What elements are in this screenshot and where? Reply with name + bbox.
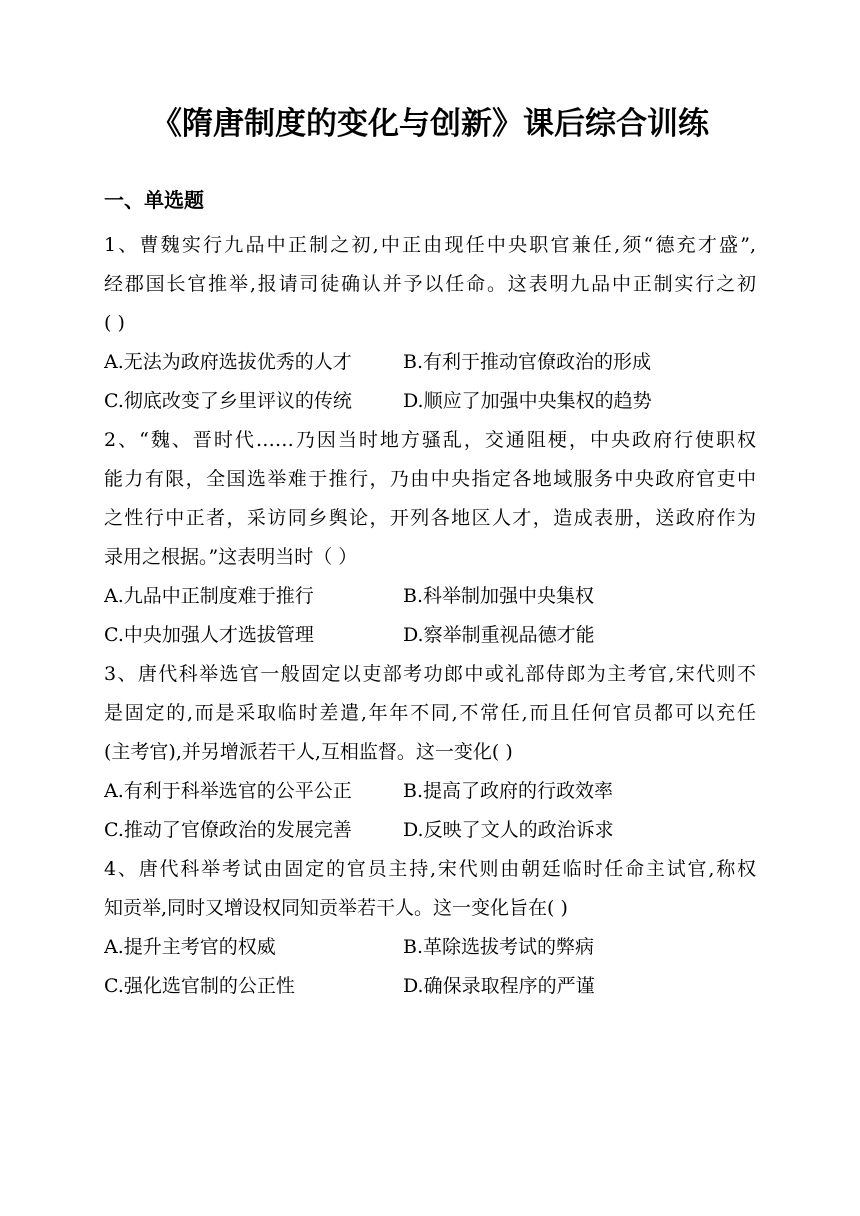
option-row bbox=[104, 382, 756, 421]
option-a: A.有利于科举选官的公平公正 bbox=[104, 780, 352, 802]
document-title: 《隋唐制度的变化与创新》课后综合训练 bbox=[151, 106, 709, 142]
option-a: A.九品中正制度难于推行 bbox=[104, 585, 314, 607]
question-text-line: 能力有限，全国选举难于推行，乃由中央指定各地域服务中央政府官吏中 bbox=[104, 468, 756, 490]
question-list bbox=[104, 226, 756, 1006]
question-text-line: 1、曹魏实行九品中正制之初,中正由现任中央职官兼任,须“德充才盛”, bbox=[104, 234, 756, 256]
question-text-line: 知贡举,同时又增设权同知贡举若干人。这一变化旨在( ) bbox=[104, 897, 568, 919]
option-row bbox=[104, 967, 756, 1006]
option-b: B.有利于推动官僚政治的形成 bbox=[403, 351, 652, 373]
option-row bbox=[104, 811, 756, 850]
question-text-line: 录用之根据。”这表明当时（ ） bbox=[104, 546, 358, 568]
option-b: B.科举制加强中央集权 bbox=[403, 585, 595, 607]
question-4 bbox=[104, 850, 756, 1006]
option-b: B.提高了政府的行政效率 bbox=[403, 780, 614, 802]
question-3 bbox=[104, 655, 756, 850]
option-c: C.推动了官僚政治的发展完善 bbox=[104, 819, 352, 841]
question-text-line: ( ) bbox=[104, 312, 125, 334]
option-row bbox=[104, 577, 756, 616]
option-row bbox=[104, 772, 756, 811]
question-text-line: 之性行中正者，采访同乡舆论，开列各地区人才，造成表册，送政府作为 bbox=[104, 507, 756, 529]
question-text-line: (主考官),并另增派若干人,互相监督。这一变化( ) bbox=[104, 741, 513, 763]
question-text-line: 2、“魏、晋时代……乃因当时地方骚乱，交通阻梗，中央政府行使职权 bbox=[104, 429, 756, 451]
option-a: A.提升主考官的权威 bbox=[104, 936, 276, 958]
option-d: D.确保录取程序的严谨 bbox=[403, 975, 595, 997]
option-b: B.革除选拔考试的弊病 bbox=[403, 936, 595, 958]
option-a: A.无法为政府选拔优秀的人才 bbox=[104, 351, 352, 373]
question-text-line: 4、唐代科举考试由固定的官员主持,宋代则由朝廷临时任命主试官,称权 bbox=[104, 858, 756, 880]
question-text-line: 经郡国长官推举,报请司徒确认并予以任命。这表明九品中正制实行之初 bbox=[104, 273, 756, 295]
option-row bbox=[104, 343, 756, 382]
option-c: C.强化选官制的公正性 bbox=[104, 975, 295, 997]
option-c: C.中央加强人才选拔管理 bbox=[104, 624, 314, 646]
question-1 bbox=[104, 226, 756, 421]
option-row bbox=[104, 928, 756, 967]
question-text-line: 3、唐代科举选官一般固定以吏部考功郎中或礼部侍郎为主考官,宋代则不 bbox=[104, 663, 756, 685]
option-d: D.顺应了加强中央集权的趋势 bbox=[403, 390, 652, 412]
question-text-line: 是固定的,而是采取临时差遣,年年不同,不常任,而且任何官员都可以充任 bbox=[104, 702, 756, 724]
option-c: C.彻底改变了乡里评议的传统 bbox=[104, 390, 352, 412]
option-row bbox=[104, 616, 756, 655]
option-d: D.察举制重视品德才能 bbox=[403, 624, 595, 646]
option-d: D.反映了文人的政治诉求 bbox=[403, 819, 614, 841]
question-2 bbox=[104, 421, 756, 655]
section-heading: 一、单选题 bbox=[104, 188, 204, 212]
